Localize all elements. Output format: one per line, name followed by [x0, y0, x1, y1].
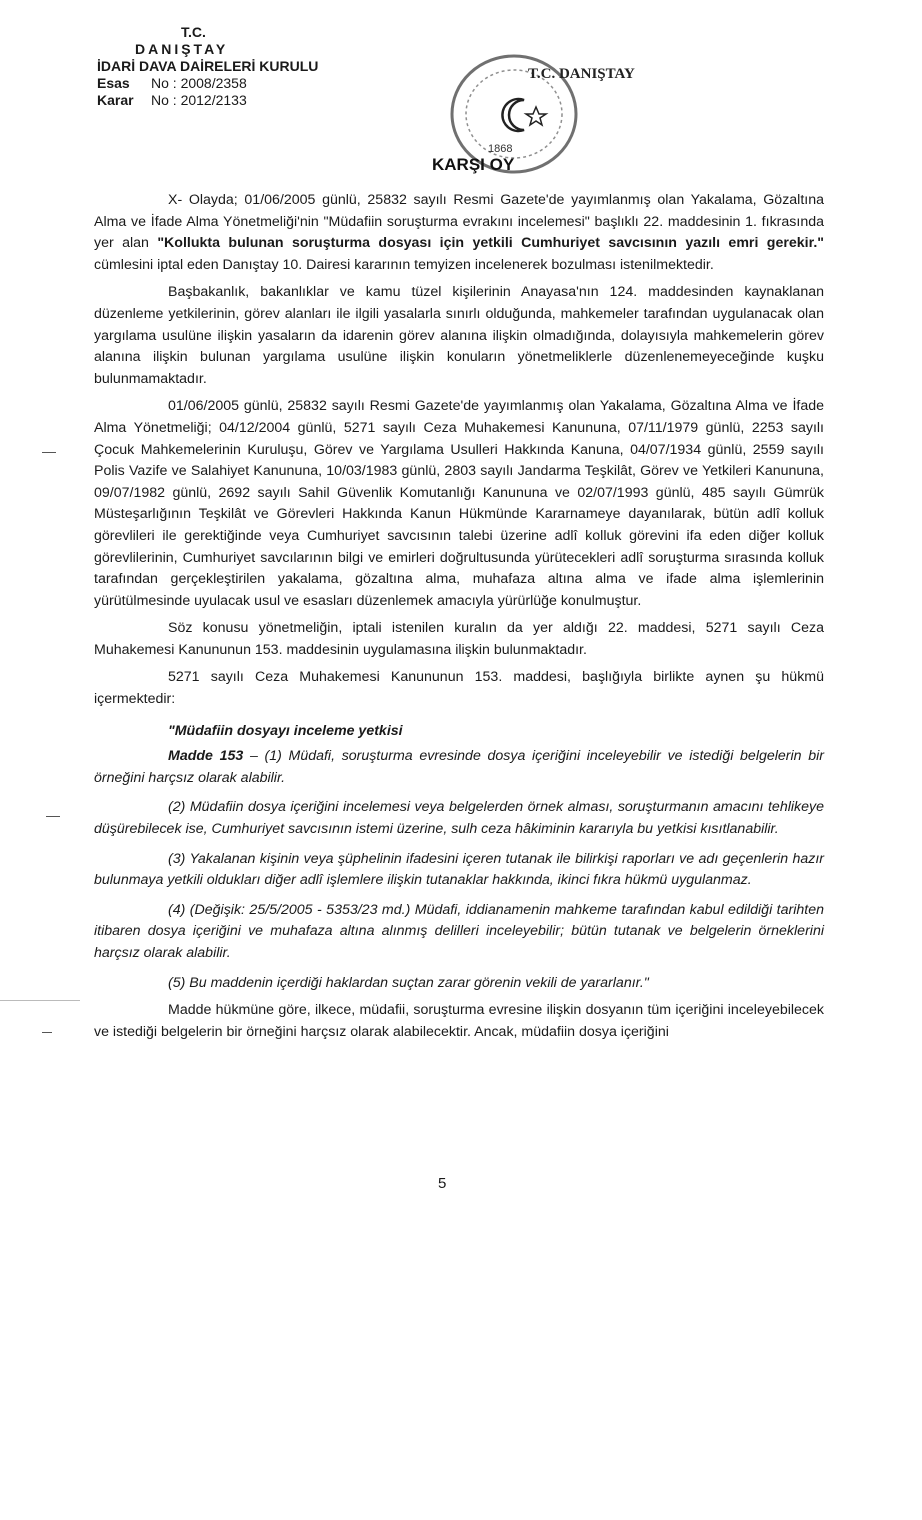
madde-text: – (1) Müdafi, soruşturma evresinde dosya içeriğini inceleyebilir ve istediği belgelerin bir örneğini harçsız olarak alabilir. [94, 748, 824, 786]
madde-label: Madde 153 [168, 748, 244, 765]
official-seal-stamp [432, 52, 635, 202]
karar-label: Karar [97, 92, 134, 108]
esas-label: Esas [97, 75, 130, 91]
margin-scan-mark [42, 452, 56, 453]
header-karar-row [97, 92, 318, 109]
margin-scan-mark [0, 1000, 80, 1001]
page-number: 5 [438, 1175, 447, 1192]
margin-scan-mark [42, 1032, 52, 1033]
seal-crescent-icon [502, 99, 524, 131]
quote-clause-3: (3) Yakalanan kişinin veya şüphelinin ifadesini içeren tutanak ile bilirkişi raporları ve adı geçenlerin hazır bulunmaya yetkili oldukları diğer adlî işlemlere ilişkin tutanaklar hakkında, ikinci fıkra hükmü uygulanmaz. [94, 850, 824, 889]
paragraph-text: X- Olayda; 01/06/2005 günlü, 25832 sayılı Resmi Gazete'de yayımlanmış olan Yakalama, Gözaltına Alma ve İfade Alma Yönetmeliği'nin "Müdafiin soruşturma evrakını incelemesi" başlıklı 22. maddesinin 1. fıkrasında yer alan [94, 192, 824, 252]
quote-title: "Müdafiin dosyayı inceleme yetkisi [168, 722, 403, 739]
paragraph-text: cümlesini iptal eden Danıştay 10. Dairesi kararının temyizen incelenerek bozulması istenilmektedir. [94, 256, 714, 273]
document-body [94, 190, 824, 1043]
margin-scan-mark [46, 816, 60, 817]
document-header [97, 24, 318, 109]
header-court: DANIŞTAY [135, 41, 229, 57]
paragraph-5271: 5271 sayılı Ceza Muhakemesi Kanununun 153. maddesi, başlığıyla birlikte aynen şu hükmü içermektedir: [94, 669, 824, 708]
seal-year: 1868 [488, 143, 513, 155]
bold-quote: "Kollukta bulunan soruşturma dosyası için yetkili Cumhuriyet savcısının yazılı emri gerekir." [157, 235, 824, 252]
header-chamber: İDARİ DAVA DAİRELERİ KURULU [97, 58, 319, 74]
paragraph-olayda [94, 190, 824, 276]
paragraph-soz-konusu: Söz konusu yönetmeliğin, iptali istenilen kuralın da yer aldığı 22. maddesi, 5271 sayılı Ceza Muhakemesi Kanununun 153. maddesinin uygulamasına ilişkin bulunmaktadır. [94, 620, 824, 658]
paragraph-madde-hukmune: Madde hükmüne göre, ilkece, müdafii, soruşturma evresine ilişkin dosyanın tüm içeriğini inceleyebilecek ve istediği belgelerin bir örneğini harçsız olarak alabilecektir. Ancak, müdafiin dosya içeriğini [94, 1002, 824, 1040]
header-esas-row [97, 75, 318, 92]
esas-value: No : 2008/2358 [151, 75, 247, 91]
seal-karsi-oy-label: KARŞI OY [432, 155, 515, 174]
paragraph-yonetmelik: 01/06/2005 günlü, 25832 sayılı Resmi Gazete'de yayımlanmış olan Yakalama, Gözaltına Alma ve İfade Alma Yönetmeliği; 04/12/2004 günlü, 5271 sayılı Ceza Muhakemesi Kanununa, 07/11/1979 günlü, 2253 sayılı Çocuk Mahkemelerinin Kuruluşu, Görev ve Yargılama Usulleri Hakkında Kanuna, 04/07/1934 günlü, 2559 sayılı Polis Vazife ve Salahiyet Kanununa, 10/03/1983 günlü, 2803 sayılı Jandarma Teşkilât, Görev ve Yetkileri Kanununa, 09/07/1982 günlü, 2692 sayılı Sahil Güvenlik Komutanlığı Kanununa ve 02/07/1993 günlü, 485 sayılı Gümrük Müsteşarlığının Teşkilât ve Görevleri Hakkında Kanun Hükmünde Kararnameye dayanılarak, bütün adlî kolluk görevlileri ile gerektiğinde veya Cumhuriyet savcısının talebi üzerine adlî kolluk görevini ifa eden diğer kolluk görevlilerinin, Cumhuriyet savcılarının bilgi ve emirleri doğrultusunda yürütecekleri adlî soruşturma sırasında kolluk tarafından gerçekleştirilen yakalama, gözaltına alma, muhafaza altına alma ve ifade alma işlemlerinin yürütülmesinde uyulacak usul ve esasları düzenlemek amacıyla yürürlüğe konulmuştur. [94, 398, 824, 609]
seal-star-icon [526, 107, 546, 125]
header-tc: T.C. [181, 24, 206, 40]
seal-ring-text: T.C. DANIŞTAY [528, 66, 635, 82]
paragraph-basbakanlik: Başbakanlık, bakanlıklar ve kamu tüzel kişilerinin Anayasa'nın 124. maddesinden kaynaklanan düzenleme yetkilerinin, görev alanları ile ilgili yasalarla sınırlı olduğunda, mahkemeler tarafından uygulanacak olan yargılama usulüne ilişkin yasaların da idarenin görev alanına ilişkin olmadığında, dolayısıyla mahkemelerin görev alanına ilişkin bulunan yargılama usulüne ilişkin konuların yönetmeliklerle düzenlenemeyeceğinde kuşku bulunmamaktadır. [94, 284, 824, 387]
seal-inner-ring [466, 70, 562, 158]
quote-clause-4: (4) (Değişik: 25/5/2005 - 5353/23 md.) Müdafi, iddianamenin mahkeme tarafından kabul edildiği tarihten itibaren dosya içeriğini ve muhafaza altına alınmış delilleri inceleyebilir; bütün tutanak ve belgelerin örneklerini harçsız olarak alabilir. [94, 901, 824, 961]
quote-madde-153 [94, 746, 824, 789]
quote-clause-2: (2) Müdafiin dosya içeriğini incelemesi veya belgelerden örnek alması, soruşturmanın amacını tehlikeye düşürebilecek ise, Cumhuriyet savcısının istemi üzerine, sulh ceza hâkiminin kararıyla bu yetkisi kısıtlanabilir. [94, 799, 824, 838]
quote-clause-5: (5) Bu maddenin içerdiği haklardan suçtan zarar görenin vekili de yararlanır." [168, 974, 649, 991]
karar-value: No : 2012/2133 [151, 92, 247, 108]
